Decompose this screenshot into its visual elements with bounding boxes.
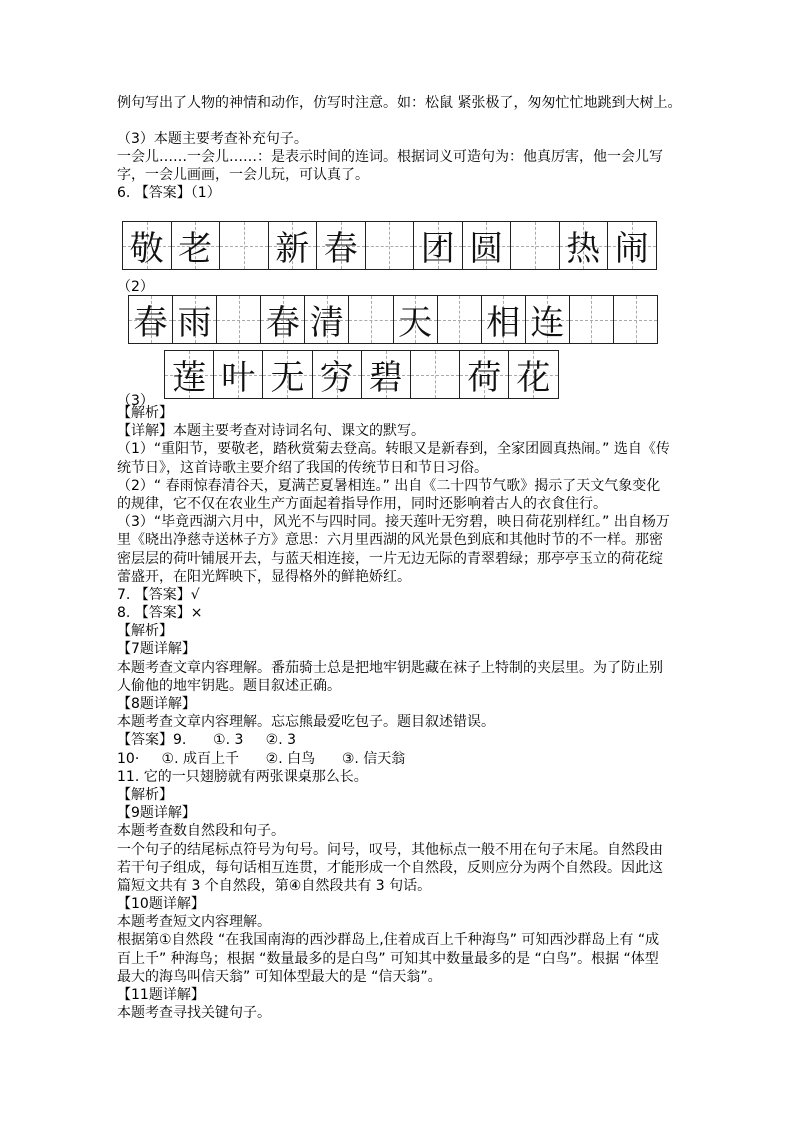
grid-cell — [123, 222, 172, 269]
grid-cell — [220, 222, 269, 269]
grid-character: 清 — [309, 303, 344, 343]
text-line: 【答案】9. ①. 3 ②. 3 — [117, 732, 297, 749]
grid-cell — [269, 222, 318, 269]
text-line: 【解析】 — [117, 623, 173, 640]
text-line: 若干句子组成，每句话相互连贯，才能形成一个自然段，反则应分为两个自然段。因此这 — [117, 859, 663, 876]
grid-character: 团 — [420, 229, 455, 269]
text-line: 【8题详解】 — [117, 696, 196, 712]
grid-cell — [614, 296, 658, 343]
grid-character: 相 — [486, 303, 521, 343]
text-line: （3）“毕竟西湖六月中，风光不与四时同。接天莲叶无穷碧，映日荷花别样红。” 出自杨万 — [117, 514, 670, 531]
grid-cell — [173, 296, 217, 343]
grid-cell — [411, 351, 460, 398]
text-line — [117, 112, 697, 130]
text-line: （3）本题主要考查补充句子。 — [117, 131, 308, 147]
grid-label-3: （3） — [117, 393, 154, 409]
writing-grid-1 — [122, 221, 657, 270]
answer-text-bottom — [117, 404, 697, 1022]
writing-grid-2 — [128, 295, 658, 344]
grid-cell — [217, 296, 261, 343]
grid-character: 老 — [178, 229, 213, 269]
text-line: 本题考查寻找关键句子。 — [117, 1005, 271, 1022]
text-line: 的规律，它不仅在农业生产方面起着指导作用，同时还影响着古人的衣食住行。 — [117, 495, 607, 512]
grid-character: 热 — [566, 229, 601, 269]
text-line: 根据第①自然段 “在我国南海的西沙群岛上,住着成百上千种海鸟” 可知西沙群岛上有 “成 — [117, 932, 660, 949]
grid-cell — [608, 222, 657, 269]
grid-cell — [349, 296, 393, 343]
grid-character: 连 — [530, 303, 565, 343]
text-line: 一会儿……一会儿……：是表示时间的连词。根据词义可造句为：他真厉害，他一会儿写 — [117, 149, 663, 165]
text-line: 百上千” 种海鸟；根据 “数量最多的是白鸟” 可知其中数量最多的是 “白鸟”。根据 “体型 — [117, 950, 659, 967]
text-line: 一个句子的结尾标点符号为句号。问号，叹号，其他标点一般不用在句子末尾。自然段由 — [117, 841, 663, 858]
text-line: 【解析】 — [117, 786, 173, 803]
text-line: 统节日》，这首诗歌主要介绍了我国的传统节日和节日习俗。 — [117, 459, 488, 476]
grid-character: 闹 — [614, 229, 649, 269]
grid-character: 碧 — [368, 358, 403, 398]
grid-label-2: （2） — [117, 279, 154, 295]
grid-cell — [172, 222, 221, 269]
text-line: （2）“ 春雨惊春清谷天，夏满芒夏暑相连。” 出自《二十四节气歌》揭示了天文气象变化 — [117, 477, 661, 494]
grid-cell — [570, 296, 614, 343]
text-line: 【10题详解】 — [117, 896, 205, 913]
grid-character: 天 — [398, 303, 433, 343]
grid-cell — [165, 351, 214, 398]
answer-text-top — [117, 94, 697, 202]
text-line: 10· ①. 成百上千 ②. 白鸟 ③. 信天翁 — [117, 750, 406, 767]
grid-character: 圆 — [469, 229, 504, 269]
text-line: 最大的海鸟叫信天翁” 可知体型最大的是 “信天翁”。 — [117, 968, 442, 985]
grid-cell — [214, 351, 263, 398]
text-line: 蕾盛开，在阳光辉映下，显得格外的鲜艳娇红。 — [117, 568, 411, 585]
grid-cell — [560, 222, 609, 269]
grid-cell — [362, 351, 411, 398]
text-line: 本题考查文章内容理解。忘忘熊最爱吃包子。题目叙述错误。 — [117, 714, 495, 731]
text-line: 本题考查数自然段和句子。 — [117, 823, 285, 840]
text-line: 11. 它的一只翅膀就有两张课桌那么长。 — [117, 768, 368, 785]
text-line: 【9题详解】 — [117, 805, 196, 822]
grid-cell — [526, 296, 570, 343]
grid-cell — [463, 222, 512, 269]
grid-cell — [305, 296, 349, 343]
grid-cell — [261, 296, 305, 343]
grid-cell — [394, 296, 438, 343]
grid-character: 春 — [133, 303, 168, 343]
text-line: （1）“重阳节，要敬老，踏秋赏菊去登高。转眼又是新春到，全家团圆真热闹。” 选自《传 — [117, 441, 670, 458]
grid-character: 敬 — [129, 229, 164, 269]
text-line: 篇短文共有 3 个自然段，第④自然段共有 3 句话。 — [117, 877, 432, 894]
grid-character: 雨 — [177, 303, 212, 343]
grid-cell — [509, 351, 558, 398]
grid-cell — [511, 222, 560, 269]
grid-cell — [129, 296, 173, 343]
grid-cell — [438, 296, 482, 343]
text-line: 人偷他的地牢钥匙。题目叙述正确。 — [117, 677, 341, 694]
text-line: 6. 【答案】（1） — [117, 185, 221, 201]
grid-character: 叶 — [221, 358, 256, 398]
grid-cell — [414, 222, 463, 269]
writing-grid-3 — [164, 350, 559, 399]
grid-cell — [482, 296, 526, 343]
grid-character: 春 — [323, 229, 358, 269]
text-line: 7. 【答案】√ — [117, 586, 200, 603]
text-line: 【7题详解】 — [117, 641, 196, 658]
grid-cell — [263, 351, 312, 398]
grid-cell — [366, 222, 415, 269]
grid-character: 无 — [270, 358, 305, 398]
grid-character: 穷 — [319, 358, 354, 398]
text-line: 【详解】本题主要考查对诗词名句、课文的默写。 — [117, 423, 425, 440]
grid-character: 莲 — [172, 358, 207, 398]
text-line: 本题考查短文内容理解。 — [117, 914, 271, 931]
text-line: 8. 【答案】× — [117, 605, 203, 622]
grid-cell — [460, 351, 509, 398]
text-line: 密层层的荷叶铺展开去，与蓝天相连接，一片无边无际的青翠碧绿；那亭亭玉立的荷花绽 — [117, 550, 663, 567]
text-line: 本题考查文章内容理解。番茄骑士总是把地牢钥匙藏在袜子上特制的夹层里。为了防止别 — [117, 659, 663, 676]
grid-cell — [313, 351, 362, 398]
grid-character: 花 — [516, 358, 551, 398]
text-line: 例句写出了人物的神情和动作，仿写时注意。如：松鼠 紧张极了，匆匆忙忙地跳到大树上。 — [117, 95, 682, 111]
text-line: 【11题详解】 — [117, 987, 205, 1003]
text-line: 【解析】 — [117, 405, 173, 421]
grid-cell — [317, 222, 366, 269]
grid-character: 新 — [275, 229, 310, 269]
grid-character: 荷 — [467, 358, 502, 398]
grid-character: 春 — [265, 303, 300, 343]
text-line: 里《晓出净慈寺送林子方》意思：六月里西湖的风光景色到底和其他时节的不一样。那密 — [117, 532, 663, 549]
text-line: 字，一会儿画画，一会儿玩，可认真了。 — [117, 167, 369, 183]
